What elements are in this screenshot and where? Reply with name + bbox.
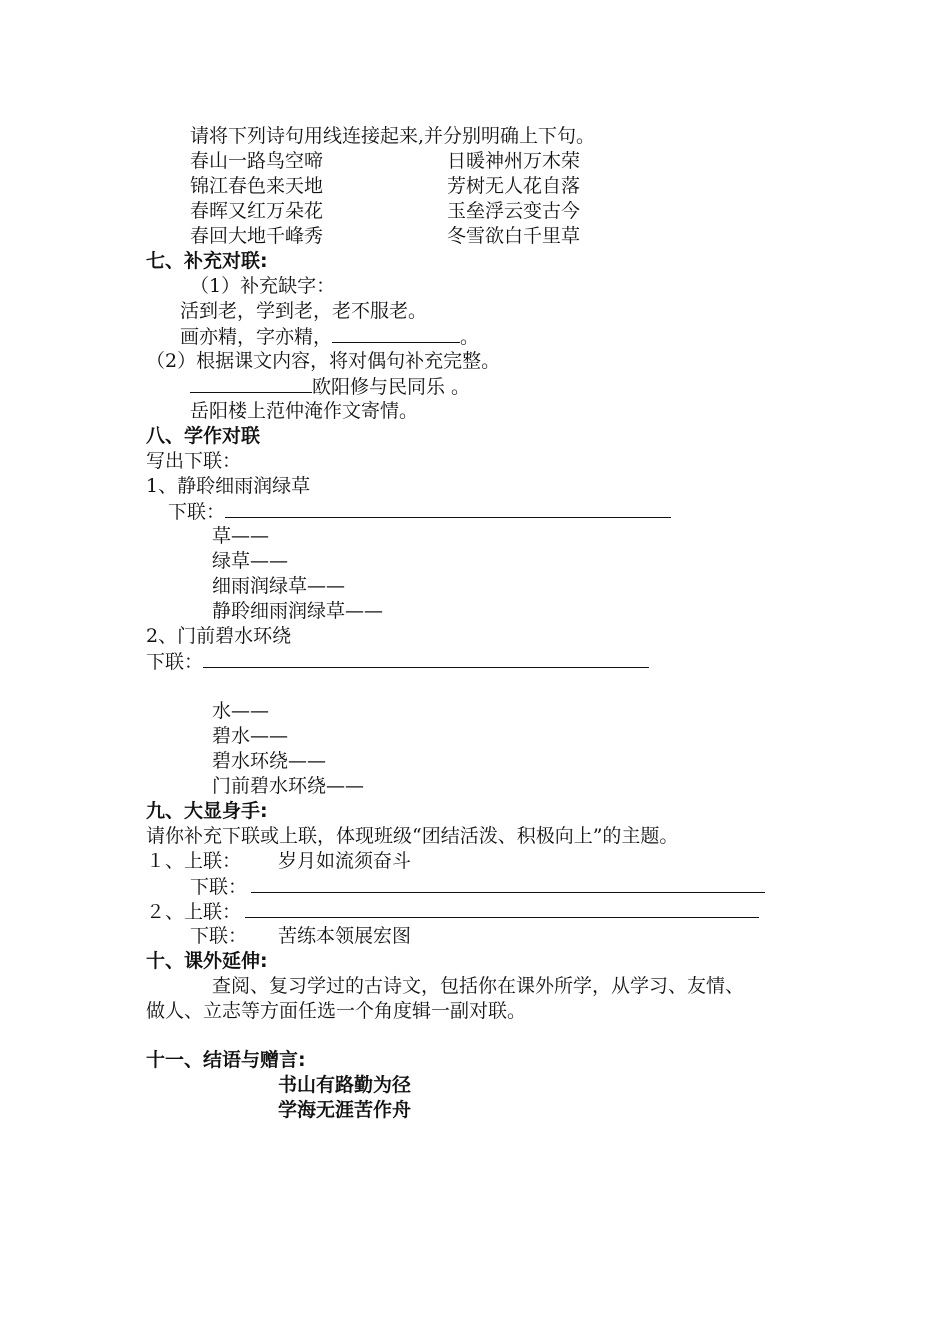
section7-line1: 活到老，学到老，老不服老。 [180,300,428,322]
section8-q2-step-2: 碧水—— [212,725,289,747]
match-left-2: 锦江春色来天地 [190,175,324,197]
section8-heading: 八、学作对联 [146,425,261,447]
section9-q2 [146,899,759,924]
match-left-1: 春山一路鸟空啼 [190,150,324,172]
match-right-2: 芳树无人花自落 [447,175,581,197]
section7-line2-suffix: 。 [460,326,480,348]
section8-q2-step-4: 门前碧水环绕—— [212,775,365,797]
section8-q2-answer [146,649,649,674]
section7-part1-label: （1）补充缺字： [190,275,336,297]
section8-q1-step-1: 草—— [212,525,270,547]
section7-couplet-a-text: 欧阳修与民同乐 。 [312,376,471,398]
section9-q1-label: １、上联： [146,850,242,872]
section8-instruction: 写出下联： [146,450,242,472]
section7-heading: 七、补充对联: [146,250,268,272]
section8-q1-answer [168,499,671,524]
section10-line1: 查阅、复习学过的古诗文，包括你在课外所学，从学习、友情、 [212,975,745,997]
section7-blank-1[interactable] [332,324,460,343]
section7-part2-label: （2）根据课文内容，将对偶句补充完整。 [146,350,501,372]
section8-q1-label: 下联： [168,501,226,523]
section9-heading: 九、大显身手: [146,800,268,822]
section7-couplet-a [190,374,470,399]
section9-q1-answer [190,874,765,899]
section9-q2-label: ２、上联： [146,901,242,923]
match-right-1: 日暖神州万木荣 [447,150,581,172]
match-right-3: 玉垒浮云变古今 [447,200,581,222]
match-instruction: 请将下列诗句用线连接起来,并分别明确上下句。 [190,125,596,147]
section8-q2-step-3: 碧水环绕—— [212,750,327,772]
section9-q1-answer-label: 下联： [190,876,248,898]
section8-q2: 2、门前碧水环绕 [146,625,292,647]
match-left-3: 春晖又红万朵花 [190,200,324,222]
section8-q2-label: 下联： [146,651,204,673]
motto-line-1: 书山有路勤为径 [278,1074,412,1096]
section7-blank-2[interactable] [190,374,312,393]
motto-line-2: 学海无涯苦作舟 [278,1099,412,1121]
section9-q1-blank[interactable] [251,874,765,893]
section8-q2-step-1: 水—— [212,700,270,722]
section7-couplet-b: 岳阳楼上范仲淹作文寄情。 [190,400,419,422]
match-right-4: 冬雪欲白千里草 [447,225,581,247]
section11-heading: 十一、结语与赠言: [146,1049,306,1071]
section8-q1: 1、静聆细雨润绿草 [146,475,311,497]
section9-q1-text: 岁月如流须奋斗 [278,850,412,872]
section9-instruction: 请你补充下联或上联，体现班级“团结活泼、积极向上”的主题。 [146,825,679,847]
section8-q1-step-4: 静聆细雨润绿草—— [212,600,384,622]
section8-q1-step-3: 细雨润绿草—— [212,575,346,597]
section10-line2: 做人、立志等方面任选一个角度辑一副对联。 [146,1000,527,1022]
section10-heading: 十、课外延伸: [146,950,268,972]
section7-line2 [180,324,479,349]
section8-q1-blank[interactable] [225,499,671,518]
section7-line2-prefix: 画亦精，字亦精， [180,326,333,348]
section8-q2-blank[interactable] [203,649,649,668]
section9-q2-text: 苦练本领展宏图 [278,925,412,947]
match-left-4: 春回大地千峰秀 [190,225,324,247]
section9-q2-blank[interactable] [245,899,759,918]
section9-q2-answer-label: 下联： [190,925,248,947]
section8-q1-step-2: 绿草—— [212,550,289,572]
